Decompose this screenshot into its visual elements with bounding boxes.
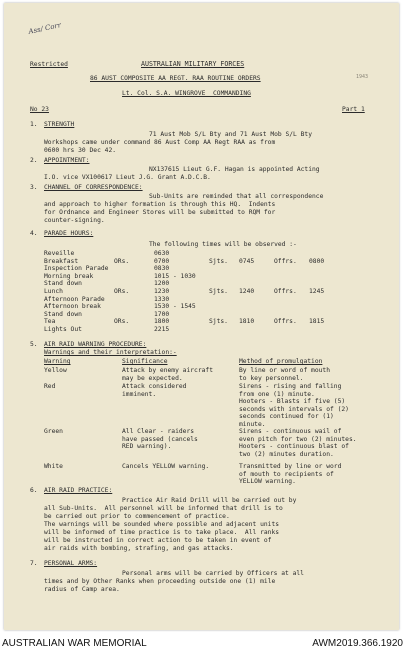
schedule-activity: Lights Out xyxy=(44,326,82,333)
warning-significance: Cancels YELLOW warning. xyxy=(122,463,210,470)
item-6-line: be carried out prior to commencement of practice. xyxy=(44,513,230,520)
schedule-time-1: 0700 xyxy=(154,257,170,265)
item-3-line: and approach to higher formation is through this HQ. Indents xyxy=(44,201,276,208)
schedule-time-2: 1240 xyxy=(239,288,255,295)
warning-significance: imminent. xyxy=(122,390,157,398)
item-7-line: times and by Other Ranks when proceeding outside one (1) mile xyxy=(44,578,276,585)
item-2-line: NX137615 Lieut G.F. Hagan is appointed Acting xyxy=(149,166,320,173)
item-1-line: 71 Aust Mob S/L Bty and 71 Aust Mob S/L Bty xyxy=(149,131,313,138)
schedule-rank-2: Sjts. xyxy=(209,318,228,326)
schedule-time-1: 1330 xyxy=(154,295,170,303)
schedule-rank-1: ORs. xyxy=(114,288,130,295)
item-1-line: Workshops came under command 86 Aust Comp AA Regt RAA as from xyxy=(44,139,276,146)
handwritten-annotation: Ass/ Corr xyxy=(27,21,62,36)
item-heading-2: APPOINTMENT: xyxy=(44,157,90,164)
document-page xyxy=(4,3,399,630)
schedule-time-1: 1800 xyxy=(154,318,170,326)
warning-method: to key personnel. xyxy=(239,374,304,382)
item-6-line: The warnings will be sounded where possible and adjacent units xyxy=(44,521,280,528)
classification-label: Restricted xyxy=(30,61,68,68)
item-6-line: air raids with bombing, strafing, and gas attacks. xyxy=(44,545,234,552)
item-6-line: all Sub-Units. All personnel will be informed that drill is to xyxy=(44,505,283,512)
column-header-significance: Significance xyxy=(122,358,168,365)
warning-method: Sirens - rising and falling xyxy=(239,383,342,390)
warning-method: seconds continued for (1) xyxy=(239,413,334,421)
part-label: Part 1 xyxy=(342,106,365,113)
warning-significance: may be expected. xyxy=(122,374,183,382)
warning-significance: Attack by enemy aircraft xyxy=(122,367,213,374)
marginal-note: 1943 xyxy=(356,74,369,80)
item-3-line: counter-signing. xyxy=(44,217,105,224)
schedule-time-1: 1530 - 1545 xyxy=(154,303,196,311)
item-number-7: 7. xyxy=(30,560,38,567)
warning-significance: RED warning). xyxy=(122,443,172,451)
schedule-activity: Afternoon Parade xyxy=(44,295,105,303)
schedule-rank-1: ORs. xyxy=(114,257,130,265)
item-number-1: 1. xyxy=(30,121,38,128)
warning-method: two (2) minutes duration. xyxy=(239,450,334,458)
item-3-line: for Ordnance and Engineer Stores will be submitted to RQM for xyxy=(44,209,276,216)
item-number-6: 6. xyxy=(30,487,38,494)
item-heading-5: AIR RAID WARNING PROCEDURE: xyxy=(44,341,147,348)
column-header-method: Method of promulgation xyxy=(239,358,323,365)
schedule-activity: Reveille xyxy=(44,250,75,257)
warning-method: Hooters - continuous blast of xyxy=(239,443,349,451)
item-heading-6: AIR RAID PRACTICE: xyxy=(44,487,113,494)
warning-method: YELLOW warning. xyxy=(239,478,296,486)
schedule-activity: Morning break xyxy=(44,272,94,280)
schedule-time-2: 1810 xyxy=(239,318,255,326)
schedule-time-1: 1700 xyxy=(154,310,170,318)
item-6-line: will be informed of time practice is to take place. All ranks xyxy=(44,529,280,536)
schedule-rank-3: Offrs. xyxy=(274,318,297,326)
item-heading-1: STRENGTH xyxy=(44,121,75,128)
footer-institution: AUSTRALIAN WAR MEMORIAL xyxy=(2,638,147,649)
schedule-activity: Stand down xyxy=(44,310,82,318)
order-number: No 23 xyxy=(30,106,49,113)
schedule-time-1: 1230 xyxy=(154,288,170,295)
warning-method: of mouth to recipients of xyxy=(239,470,334,478)
warnings-subheading: Warnings and their interpretation:- xyxy=(44,349,177,356)
warning-significance: have passed (cancels xyxy=(122,435,198,443)
schedule-rank-3: Offrs. xyxy=(274,257,297,265)
schedule-activity: Stand down xyxy=(44,280,82,288)
warning-significance: All Clear - raiders xyxy=(122,428,195,435)
warning-method: Transmitted by line or word xyxy=(239,463,342,470)
schedule-rank-2: Sjts. xyxy=(209,257,228,265)
warning-method: Hooters - Blasts if five (5) xyxy=(239,398,346,406)
item-6-line: will be instructed in correct action to be taken in event of xyxy=(44,537,272,544)
warning-color: Red xyxy=(44,383,56,390)
item-heading-7: PERSONAL ARMS: xyxy=(44,560,98,567)
item-6-line: Practice Air Raid Drill will be carried out by xyxy=(122,497,297,504)
commanding-officer: Lt. Col. S.A. WINGROVE COMMANDING xyxy=(122,90,251,97)
item-heading-4: PARADE HOURS: xyxy=(44,230,94,237)
warning-color: Green xyxy=(44,428,63,435)
column-header-warning: Warning xyxy=(44,358,71,365)
item-7-line: radius of Camp area. xyxy=(44,586,120,593)
schedule-activity: Afternoon break xyxy=(44,303,101,311)
footer-catalog-number: AWM2019.366.1920 xyxy=(312,638,403,649)
item-1-line: 0600 hrs 30 Dec 42. xyxy=(44,147,117,154)
item-number-5: 5. xyxy=(30,341,38,348)
warning-method: even pitch for two (2) minutes. xyxy=(239,435,357,443)
warning-method: seconds with intervals of (2) xyxy=(239,405,349,413)
warning-method: By line or word of mouth xyxy=(239,367,330,374)
schedule-time-3: 1245 xyxy=(309,288,325,295)
item-heading-3: CHANNEL OF CORRESPONDENCE: xyxy=(44,184,143,191)
schedule-time-1: 0830 xyxy=(154,265,170,273)
warning-color: White xyxy=(44,463,63,470)
schedule-time-1: 1200 xyxy=(154,280,170,288)
warning-method: minute. xyxy=(239,421,266,428)
schedule-rank-2: Sjts. xyxy=(209,288,228,295)
warning-method: Sirens - continuous wail of xyxy=(239,428,342,435)
schedule-time-2: 0745 xyxy=(239,257,255,265)
warning-significance: Attack considered xyxy=(122,383,187,390)
schedule-time-1: 1015 - 1030 xyxy=(154,272,196,280)
schedule-activity: Tea xyxy=(44,318,56,326)
schedule-rank-3: Offrs. xyxy=(274,288,297,295)
item-3-line: Sub-Units are reminded that all correspondence xyxy=(149,193,324,200)
item-7-line: Personal arms will be carried by Officers at all xyxy=(122,570,304,577)
schedule-time-1: 2215 xyxy=(154,326,170,333)
schedule-activity: Lunch xyxy=(44,288,63,295)
schedule-activity: Breakfast xyxy=(44,257,79,265)
schedule-rank-1: ORs. xyxy=(114,318,130,326)
item-number-4: 4. xyxy=(30,230,38,237)
schedule-time-3: 1815 xyxy=(309,318,325,326)
schedule-activity: Inspection Parade xyxy=(44,265,109,273)
schedule-intro: The following times will be observed :- xyxy=(149,241,297,248)
item-number-2: 2. xyxy=(30,157,38,164)
orders-title: 86 AUST COMPOSITE AA REGT. RAA ROUTINE ORDERS xyxy=(90,75,261,82)
archive-footer xyxy=(0,632,405,653)
item-number-3: 3. xyxy=(30,184,38,191)
item-2-line: I.O. vice VX100617 Lieut J.G. Grant A.D.C.B. xyxy=(44,174,211,181)
schedule-time-3: 0800 xyxy=(309,257,325,265)
org-title: AUSTRALIAN MILITARY FORCES xyxy=(141,60,245,68)
warning-method: from one (1) minute. xyxy=(239,390,315,398)
warning-color: Yellow xyxy=(44,367,67,374)
schedule-time-1: 0630 xyxy=(154,250,170,257)
